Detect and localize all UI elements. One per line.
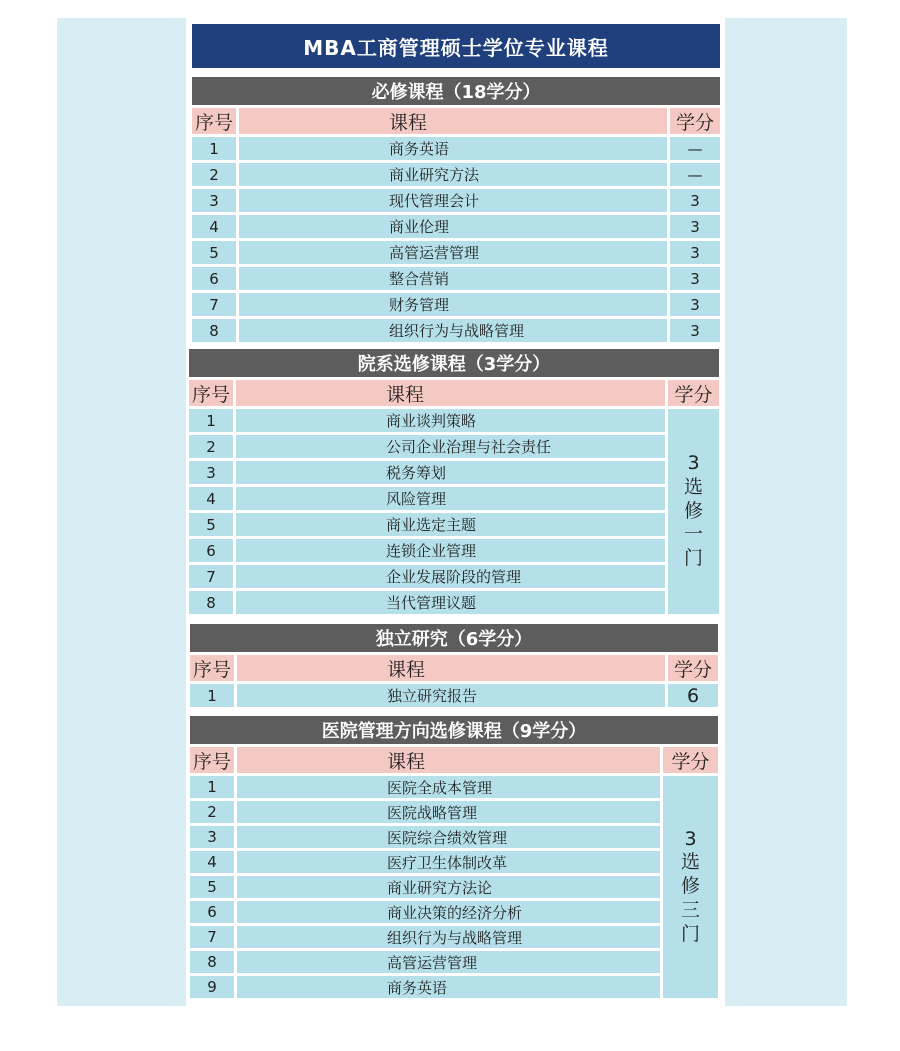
row-credit: 6 [668,684,718,707]
table-row [189,539,665,562]
section-title: 院系选修课程（3学分） [189,349,719,377]
merged-credit-char: 三 [680,898,700,921]
row-num: 4 [189,487,233,510]
row-num: 8 [190,951,234,973]
row-course: 医疗卫生体制改革 [237,851,660,873]
row-num: 5 [189,513,233,536]
row-course: 医院战略管理 [237,801,660,823]
header-course: 课程 [236,380,665,406]
course-rows [189,406,665,614]
row-course: 企业发展阶段的管理 [236,565,665,588]
row-num: 5 [190,876,234,898]
table-row [192,293,720,316]
row-course: 风险管理 [236,487,665,510]
row-course: 商务英语 [237,976,660,998]
row-num: 6 [190,901,234,923]
section-required [192,77,720,342]
table-row [190,684,718,707]
row-num: 3 [192,189,236,212]
table-row [189,591,665,614]
row-num: 8 [192,319,236,342]
row-course: 高管运营管理 [239,241,667,264]
table-row [190,976,660,998]
row-num: 4 [192,215,236,238]
row-course: 商务英语 [239,137,667,160]
row-num: 6 [189,539,233,562]
row-credit: — [670,137,720,160]
row-credit: 3 [670,319,720,342]
merged-credit-char: 门 [680,922,700,945]
table-row [190,776,660,798]
row-num: 1 [190,776,234,798]
row-course: 连锁企业管理 [236,539,665,562]
merged-credit-char: 选 [680,851,700,874]
row-num: 7 [192,293,236,316]
row-num: 9 [190,976,234,998]
row-course: 税务筹划 [236,461,665,484]
merged-credit-char: 门 [683,547,703,570]
table-row [190,826,660,848]
row-credit: 3 [670,215,720,238]
merged-credit-char: 一 [683,523,703,546]
table-row [189,565,665,588]
row-num: 2 [190,801,234,823]
row-course: 商业研究方法 [239,163,667,186]
header-num: 序号 [189,380,233,406]
table-header [192,108,720,134]
header-course: 课程 [237,655,665,681]
row-course: 公司企业治理与社会责任 [236,435,665,458]
table-header [189,380,719,406]
table-row [192,241,720,264]
merged-credit-char: 3 [684,827,697,850]
row-num: 2 [192,163,236,186]
table-row [190,876,660,898]
row-course: 组织行为与战略管理 [239,319,667,342]
section-title: 独立研究（6学分） [190,624,718,652]
row-num: 6 [192,267,236,290]
row-course: 商业决策的经济分析 [237,901,660,923]
header-credit: 学分 [668,655,718,681]
section-independent-research [190,624,718,707]
table-row [192,267,720,290]
page-title: MBA工商管理硕士学位专业课程 [192,24,720,68]
table-row [189,487,665,510]
row-course: 整合营销 [239,267,667,290]
header-num: 序号 [190,655,234,681]
row-credit: 3 [670,293,720,316]
table-row [189,435,665,458]
row-num: 5 [192,241,236,264]
table-row [192,215,720,238]
row-course: 医院全成本管理 [237,776,660,798]
row-credit: — [670,163,720,186]
table-row [190,901,660,923]
merged-credit-char: 修 [680,875,700,898]
section-hospital-management-electives [190,716,718,998]
table-row [192,189,720,212]
table-row [190,851,660,873]
header-credit: 学分 [668,380,719,406]
header-credit: 学分 [663,747,718,773]
row-course: 现代管理会计 [239,189,667,212]
merged-credit-cell [668,409,719,614]
section-department-electives [189,349,719,614]
merged-credit-char: 选 [683,475,703,498]
table-row [192,163,720,186]
merged-credit-cell [663,776,718,998]
table-row [189,513,665,536]
table-header [190,655,718,681]
row-num: 7 [189,565,233,588]
row-course: 商业选定主题 [236,513,665,536]
row-course: 商业伦理 [239,215,667,238]
row-num: 7 [190,926,234,948]
row-credit: 3 [670,241,720,264]
course-rows [192,134,720,342]
table-row [192,137,720,160]
table-row [189,409,665,432]
course-rows [190,773,660,998]
table-row [190,926,660,948]
section-title: 医院管理方向选修课程（9学分） [190,716,718,744]
row-num: 1 [192,137,236,160]
row-credit: 3 [670,267,720,290]
row-num: 4 [190,851,234,873]
row-num: 1 [190,684,234,707]
table-row [190,801,660,823]
table-row [189,461,665,484]
row-num: 8 [189,591,233,614]
row-credit: 3 [670,189,720,212]
table-header [190,747,718,773]
course-rows [190,681,718,707]
header-credit: 学分 [670,108,720,134]
row-course: 高管运营管理 [237,951,660,973]
row-num: 1 [189,409,233,432]
header-num: 序号 [190,747,234,773]
header-num: 序号 [192,108,236,134]
row-course: 组织行为与战略管理 [237,926,660,948]
row-course: 商业研究方法论 [237,876,660,898]
row-num: 3 [189,461,233,484]
row-course: 财务管理 [239,293,667,316]
row-course: 独立研究报告 [237,684,665,707]
row-course: 商业谈判策略 [236,409,665,432]
header-course: 课程 [239,108,667,134]
table-row [192,319,720,342]
merged-credit-char: 修 [683,499,703,522]
row-num: 2 [189,435,233,458]
merged-credit-char: 3 [687,452,700,475]
row-course: 医院综合绩效管理 [237,826,660,848]
row-num: 3 [190,826,234,848]
section-title: 必修课程（18学分） [192,77,720,105]
table-row [190,951,660,973]
header-course: 课程 [237,747,660,773]
row-course: 当代管理议题 [236,591,665,614]
